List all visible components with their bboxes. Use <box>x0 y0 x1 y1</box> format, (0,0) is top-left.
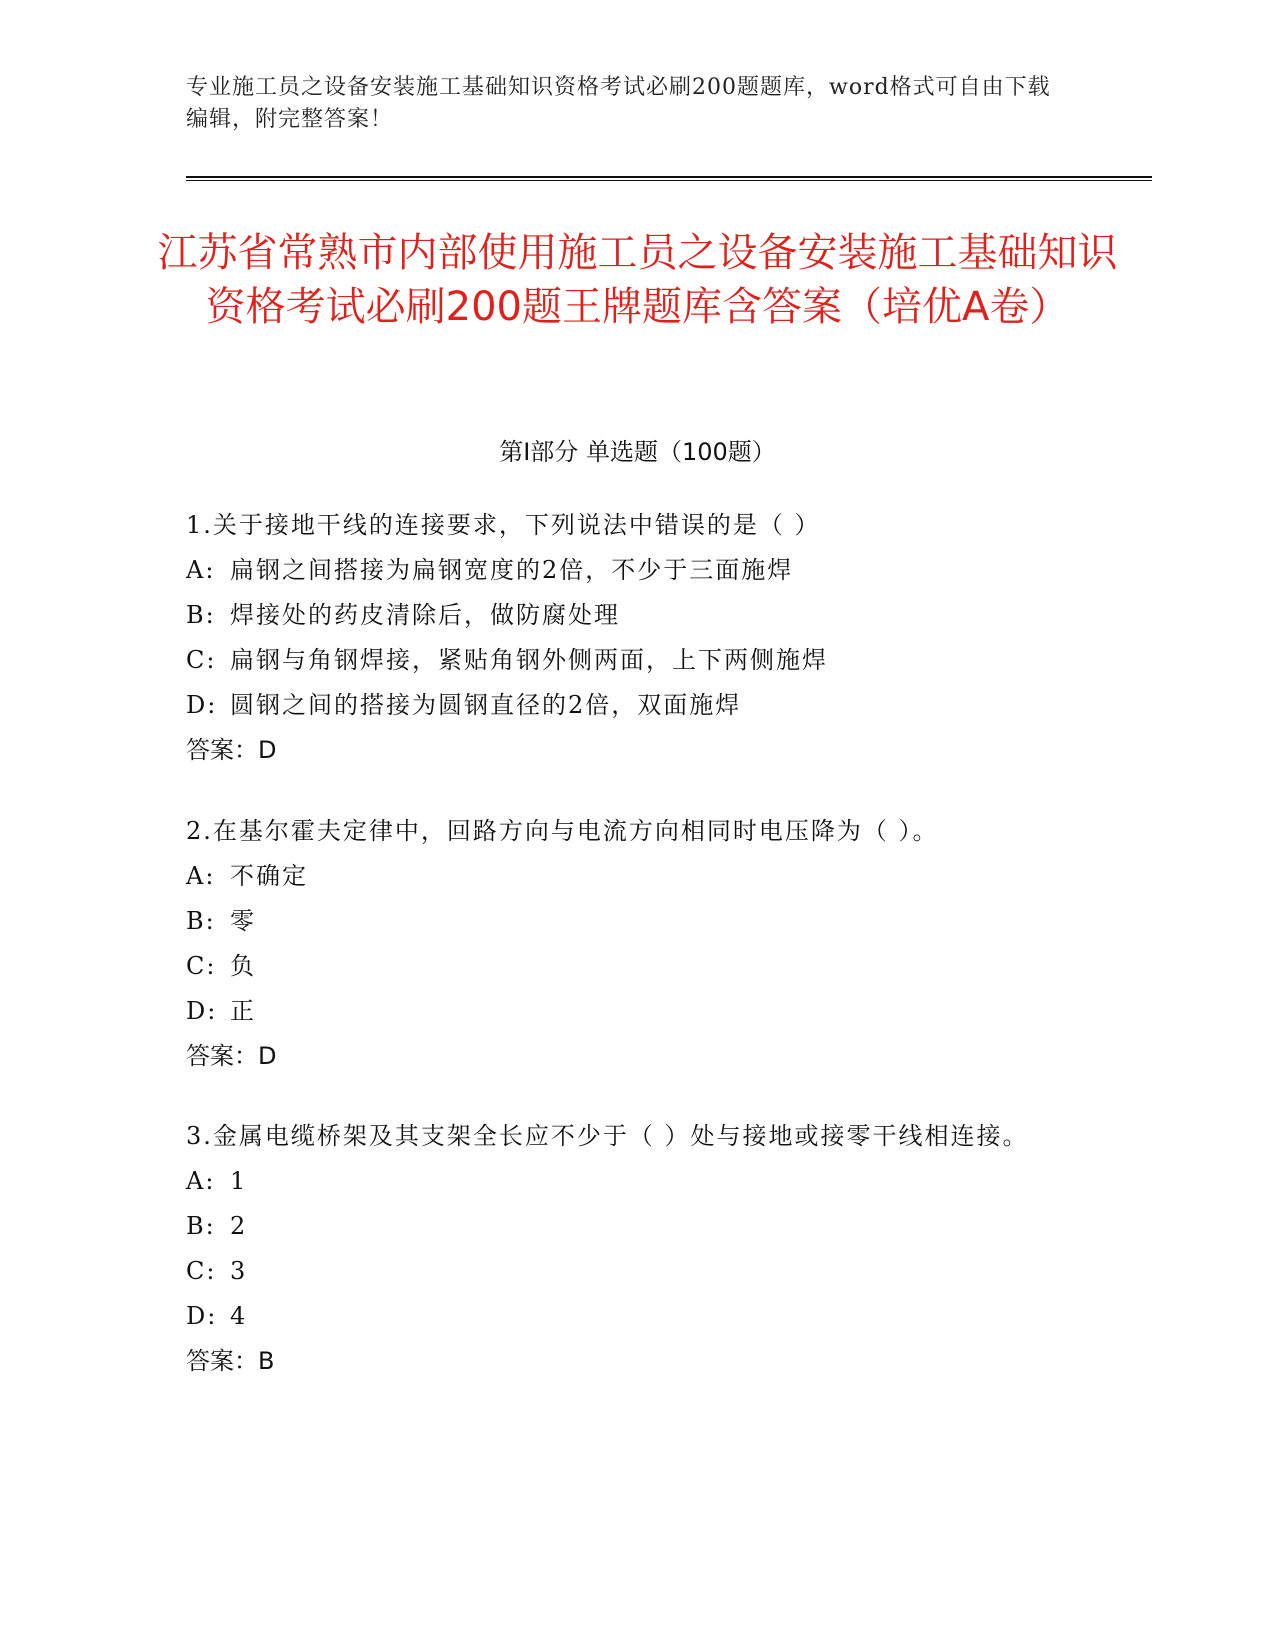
option-key: C: <box>186 646 217 674</box>
option-key: B: <box>186 601 216 629</box>
option-c <box>186 638 1086 683</box>
answer: 答案：D <box>186 736 277 764</box>
option-text: 3 <box>230 1257 248 1285</box>
option-d <box>186 1294 1066 1339</box>
option-text: 2 <box>230 1212 248 1240</box>
option-text: 1 <box>230 1167 248 1195</box>
option-b <box>186 899 1086 944</box>
option-key: D: <box>186 691 218 719</box>
question-stem: 2.在基尔霍夫定律中，回路方向与电流方向相同时电压降为（ ）。 <box>186 817 939 845</box>
option-text: 焊接处的药皮清除后，做防腐处理 <box>230 601 620 629</box>
question-1 <box>186 502 1086 773</box>
option-d <box>186 989 1086 1034</box>
document-title: 江苏省常熟市内部使用施工员之设备安装施工基础知识资格考试必刷200题王牌题库含答案（培优A卷） <box>157 230 1118 330</box>
option-text: 扁钢与角钢焊接，紧贴角钢外侧两面，上下两侧施焊 <box>230 646 828 674</box>
question-2 <box>186 808 1086 1079</box>
answer: 答案：D <box>186 1042 277 1070</box>
question-stem: 3.金属电缆桥架及其支架全长应不少于（ ）处与接地或接零干线相连接。 <box>186 1122 1029 1150</box>
option-key: D: <box>186 997 218 1025</box>
option-key: C: <box>186 1257 217 1285</box>
option-text: 负 <box>230 952 256 980</box>
option-text: 扁钢之间搭接为扁钢宽度的2倍，不少于三面施焊 <box>230 556 794 584</box>
option-a <box>186 854 1086 899</box>
option-c <box>186 1249 1066 1294</box>
question-3 <box>186 1113 1066 1384</box>
option-key: A: <box>186 556 216 584</box>
option-text: 零 <box>230 907 256 935</box>
option-key: B: <box>186 907 216 935</box>
option-a <box>186 548 1086 593</box>
section-heading: 第I部分 单选题（100题） <box>499 438 776 466</box>
option-key: D: <box>186 1302 218 1330</box>
option-key: B: <box>186 1212 216 1240</box>
option-c <box>186 944 1086 989</box>
option-b <box>186 593 1086 638</box>
option-key: A: <box>186 862 216 890</box>
header-note: 专业施工员之设备安装施工基础知识资格考试必刷200题题库，word格式可自由下载编辑，附完整答案！ <box>186 75 1051 132</box>
option-text: 正 <box>230 997 256 1025</box>
answer: 答案：B <box>186 1347 275 1375</box>
option-text: 不确定 <box>230 862 308 890</box>
option-key: C: <box>186 952 217 980</box>
option-key: A: <box>186 1167 216 1195</box>
option-d <box>186 683 1086 728</box>
option-text: 圆钢之间的搭接为圆钢直径的2倍，双面施焊 <box>230 691 742 719</box>
header-divider <box>186 176 1152 181</box>
option-a <box>186 1159 1066 1204</box>
question-stem: 1.关于接地干线的连接要求，下列说法中错误的是（ ） <box>186 511 821 539</box>
option-text: 4 <box>230 1302 248 1330</box>
option-b <box>186 1204 1066 1249</box>
